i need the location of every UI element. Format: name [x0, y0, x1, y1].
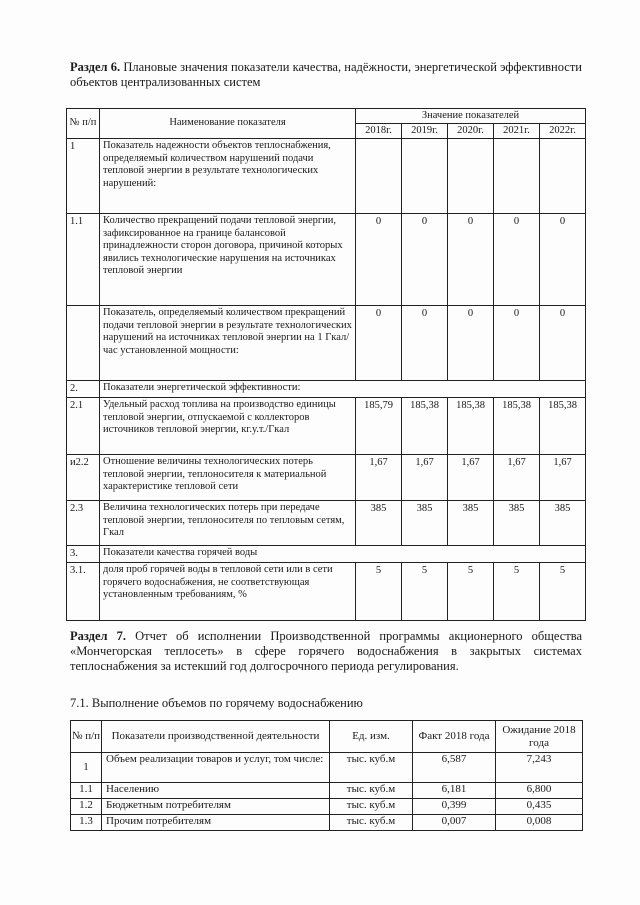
- indicator-value: 0: [402, 306, 448, 381]
- indicator-value: 5: [448, 563, 494, 621]
- row-number: 2.3: [67, 501, 100, 546]
- activity-name: Объем реализации товаров и услуг, том числе:: [102, 753, 330, 783]
- table-row: [71, 753, 583, 783]
- indicator-value: 185,38: [494, 398, 540, 455]
- indicator-name: Отношение величины технологических потерь тепловой энергии, теплоносителя к материальной характеристике тепловой сети: [100, 455, 356, 501]
- indicator-value: 385: [356, 501, 402, 546]
- fact-value: 6,587: [413, 753, 496, 783]
- indicator-value: [356, 139, 402, 214]
- table-row: [67, 546, 586, 563]
- section-6-text: Плановые значения показатели качества, надёжности, энергетической эффективности объектов централизованных систем: [70, 60, 582, 89]
- expected-value: 0,008: [496, 815, 583, 831]
- section-7-heading: [70, 629, 582, 674]
- hot-water-volumes-table: [70, 720, 583, 831]
- indicator-value: 0: [494, 214, 540, 306]
- section-6-label: Раздел 6.: [70, 60, 121, 74]
- row-number: 1.1: [67, 214, 100, 306]
- indicator-value: 385: [402, 501, 448, 546]
- header-fact-2018: Факт 2018 года: [413, 721, 496, 753]
- table-row: [67, 563, 586, 621]
- indicator-value: 0: [448, 214, 494, 306]
- indicator-value: 1,67: [356, 455, 402, 501]
- planned-indicators-body: [67, 139, 586, 621]
- row-number: 3.1.: [67, 563, 100, 621]
- indicator-value: 5: [494, 563, 540, 621]
- section-title: Показатели качества горячей воды: [100, 546, 586, 563]
- header-indicator-name: Наименование показателя: [100, 109, 356, 139]
- unit: тыс. куб.м: [330, 799, 413, 815]
- indicator-value: 5: [540, 563, 586, 621]
- indicator-value: 1,67: [402, 455, 448, 501]
- table-row: [67, 501, 586, 546]
- header-unit: Ед. изм.: [330, 721, 413, 753]
- indicator-value: 5: [402, 563, 448, 621]
- activity-name: Прочим потребителям: [102, 815, 330, 831]
- planned-indicators-table: [66, 108, 586, 621]
- indicator-value: [402, 139, 448, 214]
- row-number: 1: [71, 753, 102, 783]
- table-row: [67, 139, 586, 214]
- indicator-value: [448, 139, 494, 214]
- indicator-value: 385: [540, 501, 586, 546]
- indicator-name: Величина технологических потерь при передаче тепловой энергии, теплоносителя по тепловым сетям, Гкал: [100, 501, 356, 546]
- indicator-value: 385: [448, 501, 494, 546]
- activity-name: Населению: [102, 783, 330, 799]
- indicator-value: 0: [356, 214, 402, 306]
- indicator-value: 1,67: [448, 455, 494, 501]
- table-row: [67, 306, 586, 381]
- table-row: [67, 214, 586, 306]
- expected-value: 7,243: [496, 753, 583, 783]
- header-year: 2021г.: [494, 124, 540, 139]
- indicator-value: 0: [402, 214, 448, 306]
- indicator-value: 1,67: [494, 455, 540, 501]
- header-activity: Показатели производственной деятельности: [102, 721, 330, 753]
- fact-value: 6,181: [413, 783, 496, 799]
- indicator-value: 185,38: [448, 398, 494, 455]
- indicator-value: 0: [494, 306, 540, 381]
- header-expected-2018: Ожидание 2018 года: [496, 721, 583, 753]
- row-number: 1: [67, 139, 100, 214]
- section-7-1-heading: 7.1. Выполнение объемов по горячему водоснабжению: [70, 696, 363, 710]
- indicator-name: Показатель надежности объектов теплоснабжения, определяемый количеством нарушений подачи тепловой энергии в результате технологических нарушений:: [100, 139, 356, 214]
- indicator-value: 5: [356, 563, 402, 621]
- indicator-value: 0: [540, 214, 586, 306]
- row-number: 1.2: [71, 799, 102, 815]
- indicator-value: 385: [494, 501, 540, 546]
- indicator-value: 185,38: [402, 398, 448, 455]
- indicator-value: 0: [448, 306, 494, 381]
- row-number: 1.3: [71, 815, 102, 831]
- hot-water-volumes-body: [71, 753, 583, 831]
- indicator-value: 0: [540, 306, 586, 381]
- section-title: Показатели энергетической эффективности:: [100, 381, 586, 398]
- table-row: [67, 381, 586, 398]
- row-number: 3.: [67, 546, 100, 563]
- header-year: 2022г.: [540, 124, 586, 139]
- table-row: [71, 783, 583, 799]
- indicator-value: 0: [356, 306, 402, 381]
- row-number: 2.: [67, 381, 100, 398]
- indicator-value: [494, 139, 540, 214]
- unit: тыс. куб.м: [330, 783, 413, 799]
- section-7-label: Раздел 7.: [70, 629, 127, 643]
- unit: тыс. куб.м: [330, 815, 413, 831]
- indicator-name: Количество прекращений подачи тепловой энергии, зафиксированное на границе балансовой принадлежности сторон договора, причиной которых явились технологические нарушения на источниках тепловой энергии: [100, 214, 356, 306]
- indicator-name: Показатель, определяемый количеством прекращений подачи тепловой энергии в результате технологических нарушений на источниках тепловой энергии на 1 Гкал/час установленной мощности:: [100, 306, 356, 381]
- header-num: № п/п: [71, 721, 102, 753]
- row-number: 2.1: [67, 398, 100, 455]
- fact-value: 0,399: [413, 799, 496, 815]
- row-number: 1.1: [71, 783, 102, 799]
- section-6-heading: [70, 60, 582, 90]
- table-row: [71, 799, 583, 815]
- header-year: 2020г.: [448, 124, 494, 139]
- indicator-name: Удельный расход топлива на производство единицы тепловой энергии, отпускаемой с коллекторов источников тепловой энергии, кг.у.т./Гкал: [100, 398, 356, 455]
- header-year: 2019г.: [402, 124, 448, 139]
- header-num: № п/п: [67, 109, 100, 139]
- indicator-value: 185,79: [356, 398, 402, 455]
- unit: тыс. куб.м: [330, 753, 413, 783]
- row-number: [67, 306, 100, 381]
- indicator-value: [540, 139, 586, 214]
- indicator-name: доля проб горячей воды в тепловой сети или в сети горячего водоснабжения, не соответствующая установленным требованиям, %: [100, 563, 356, 621]
- indicator-value: 185,38: [540, 398, 586, 455]
- expected-value: 0,435: [496, 799, 583, 815]
- section-7-text: Отчет об исполнении Производственной программы акционерного общества «Мончегорская теплосеть» в сфере горячего водоснабжения в закрытых системах теплоснабжения за истекший год долгосрочного периода регулирования.: [70, 629, 582, 673]
- row-number: и2.2: [67, 455, 100, 501]
- table-row: [71, 815, 583, 831]
- header-indicator-values: Значение показателей: [356, 109, 586, 124]
- table-row: [67, 398, 586, 455]
- header-year: 2018г.: [356, 124, 402, 139]
- activity-name: Бюджетным потребителям: [102, 799, 330, 815]
- fact-value: 0,007: [413, 815, 496, 831]
- indicator-value: 1,67: [540, 455, 586, 501]
- table-row: [67, 455, 586, 501]
- expected-value: 6,800: [496, 783, 583, 799]
